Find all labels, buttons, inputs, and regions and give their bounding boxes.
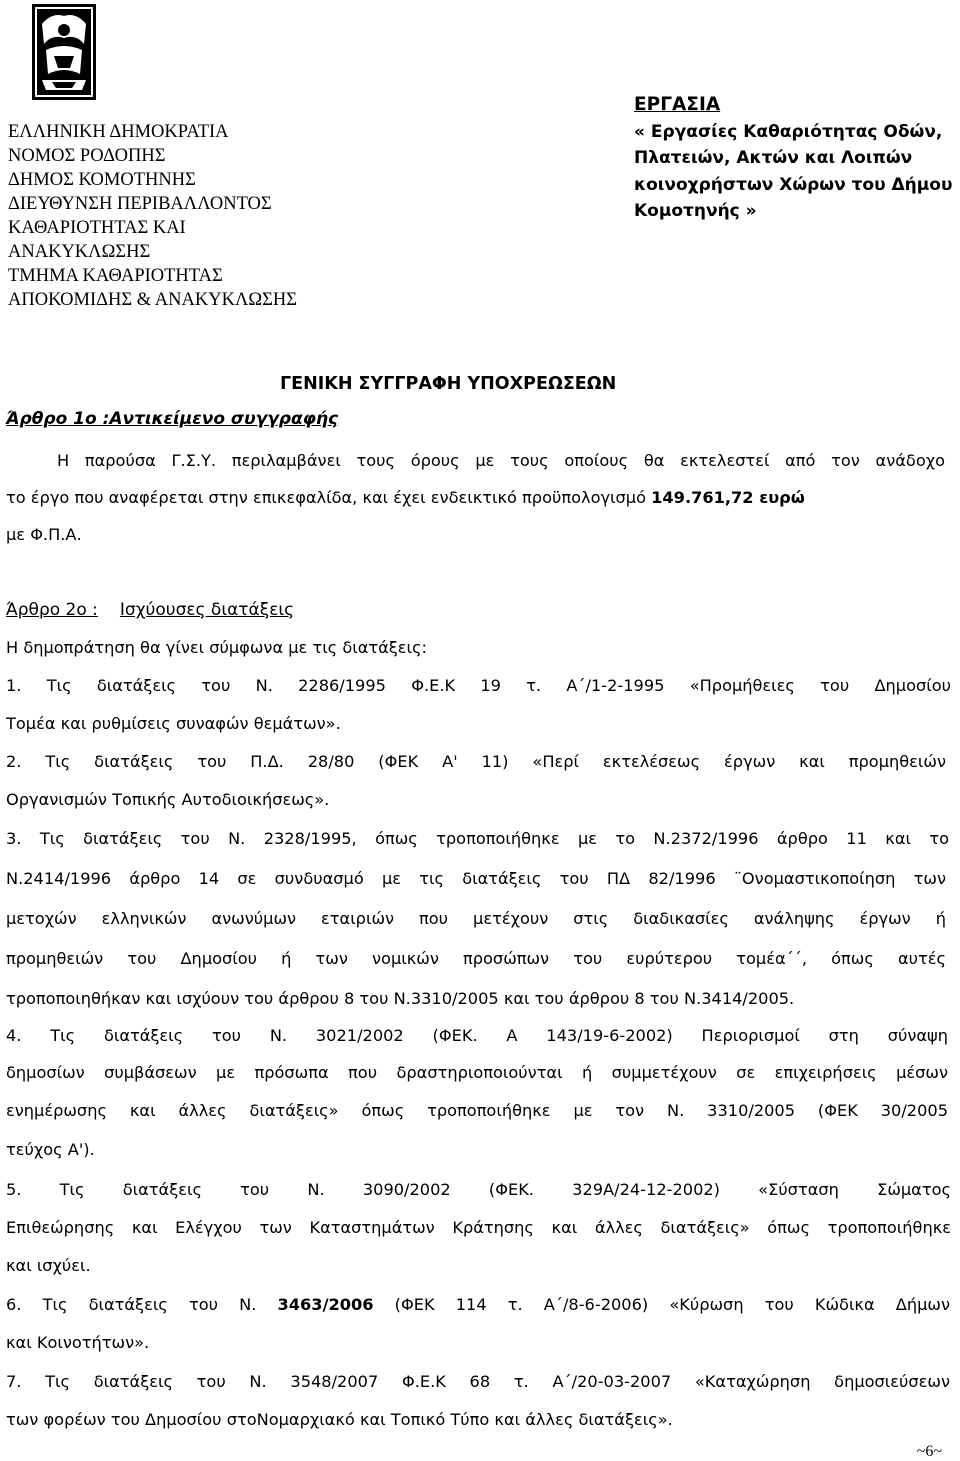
article-1-text: το έργο που αναφέρεται στην επικεφαλίδα, και έχει ενδεικτικό προϋπολογισμό: [6, 488, 652, 507]
authority-header: [8, 120, 297, 312]
list-item-cont: και ισχύει.: [6, 1256, 91, 1275]
section-title: ΓΕΝΙΚΗ ΣΥΓΓΡΑΦΗ ΥΠΟΧΡΕΩΣΕΩΝ: [280, 374, 617, 394]
list-item-cont: τροποποιηθήκαν και ισχύουν του άρθρου 8 του Ν.3310/2005 και του άρθρου 8 του Ν.3414/2005.: [6, 989, 795, 1008]
project-label: ΕΡΓΑΣΙΑ: [634, 94, 721, 115]
header-line: ΚΑΘΑΡΙΟΤΗΤΑΣ ΚΑΙ: [8, 218, 186, 238]
project-title-line: « Εργασίες Καθαριότητας Οδών,: [634, 121, 943, 142]
list-item-cont: προμηθειών του Δημοσίου ή των νομικών προσώπων του ευρύτερου τομέα΄΄, όπως αυτές: [6, 949, 946, 968]
article-2-heading: [6, 600, 294, 620]
list-item: 3. Τις διατάξεις του Ν. 2328/1995, όπως τροποποιήθηκε με το Ν.2372/1996 άρθρο 11 και το: [6, 829, 949, 848]
header-line: ΝΟΜΟΣ ΡΟΔΟΠΗΣ: [8, 146, 166, 166]
header-line: ΔΗΜΟΣ ΚΟΜΟΤΗΝΗΣ: [8, 170, 196, 190]
page-number: ~6~: [916, 1443, 942, 1460]
project-title-line: Κομοτηνής »: [634, 201, 757, 221]
article-1-line: με Φ.Π.Α.: [6, 525, 82, 544]
project-title-line: Πλατειών, Ακτών και Λοιπών: [634, 148, 913, 168]
header-line: ΕΛΛΗΝΙΚΗ ΔΗΜΟΚΡΑΤΙΑ: [8, 122, 229, 142]
article-2-number: Άρθρο 2ο :: [6, 600, 98, 620]
law-number: 3463/2006: [277, 1295, 374, 1314]
list-item: 2. Τις διατάξεις του Π.Δ. 28/80 (ΦΕΚ Α' 11) «Περί εκτελέσεως έργων και προμηθειών: [6, 752, 946, 771]
list-item: 1. Τις διατάξεις του Ν. 2286/1995 Φ.Ε.Κ 19 τ. Α΄/1-2-1995 «Προμήθειες του Δημοσίου: [6, 676, 951, 695]
budget-amount: 149.761,72 ευρώ: [651, 488, 805, 507]
header-line: ΤΜΗΜΑ ΚΑΘΑΡΙΟΤΗΤΑΣ: [8, 266, 223, 286]
header-line: ΔΙΕΥΘΥΝΣΗ ΠΕΡΙΒΑΛΛΟΝΤΟΣ: [8, 194, 272, 214]
list-item-cont: των φορέων του Δημοσίου στοΝομαρχιακό και Τοπικό Τύπο και άλλες διατάξεις».: [6, 1410, 673, 1429]
item-text: 6. Τις διατάξεις του Ν.: [6, 1295, 278, 1314]
list-item-cont: μετοχών ελληνικών ανωνύμων εταιριών που μετέχουν στις διαδικασίες ανάληψης έργων ή: [6, 909, 946, 928]
article-1-heading: Άρθρο 1ο :Αντικείμενο συγγραφής: [6, 409, 339, 429]
list-item-cont: τεύχος Α').: [6, 1140, 95, 1159]
project-title-line: κοινοχρήστων Χώρων του Δήμου: [634, 174, 953, 195]
list-item-cont: Επιθεώρησης και Ελέγχου των Καταστημάτων Κράτησης και άλλες διατάξεις» όπως τροποποιήθηκε: [6, 1218, 951, 1237]
article-1-line: [6, 488, 805, 507]
header-line: ΑΠΟΚΟΜΙΔΗΣ & ΑΝΑΚΥΚΛΩΣΗΣ: [8, 290, 297, 310]
list-item-cont: και Κοινοτήτων».: [6, 1333, 150, 1352]
list-item-cont: Οργανισμών Τοπικής Αυτοδιοικήσεως».: [6, 790, 330, 809]
article-2-intro: Η δημοπράτηση θα γίνει σύμφωνα με τις διατάξεις:: [6, 638, 427, 657]
list-item: 7. Τις διατάξεις του Ν. 3548/2007 Φ.Ε.Κ 68 τ. Α΄/20-03-2007 «Καταχώρηση δημοσιεύσεων: [6, 1372, 950, 1391]
article-1-line: Η παρούσα Γ.Σ.Υ. περιλαμβάνει τους όρους με τους οποίους θα εκτελεστεί από τον ανάδοχο: [57, 451, 945, 470]
list-item: 4. Τις διατάξεις του Ν. 3021/2002 (ΦΕΚ. Α 143/19-6-2002) Περιορισμοί στη σύναψη: [6, 1026, 948, 1045]
item-text: (ΦΕΚ 114 τ. Α΄/8-6-2006) «Κύρωση του Κώδικα Δήμων: [373, 1295, 951, 1314]
list-item: 5. Τις διατάξεις του Ν. 3090/2002 (ΦΕΚ. 329Α/24-12-2002) «Σύσταση Σώματος: [6, 1180, 951, 1199]
header-line: ΑΝΑΚΥΚΛΩΣΗΣ: [8, 242, 151, 262]
list-item-cont: Τομέα και ρυθμίσεις συναφών θεμάτων».: [6, 714, 341, 733]
list-item: [6, 1295, 950, 1314]
project-header: [634, 92, 952, 225]
list-item-cont: Ν.2414/1996 άρθρο 14 σε συνδυασμό με τις διατάξεις του ΠΔ 82/1996 ¨Ονομαστικοποίηση των: [6, 869, 946, 888]
article-2-title: Ισχύουσες διατάξεις: [119, 600, 295, 620]
list-item-cont: ενημέρωσης και άλλες διατάξεις» όπως τροποποιήθηκε με τον Ν. 3310/2005 (ΦΕΚ 30/2005: [6, 1101, 948, 1120]
coat-of-arms-emblem: [32, 4, 96, 100]
list-item-cont: δημοσίων συμβάσεων με πρόσωπα που δραστηριοποιούνται ή συμμετέχουν σε επιχειρήσεις μέσων: [6, 1063, 948, 1082]
